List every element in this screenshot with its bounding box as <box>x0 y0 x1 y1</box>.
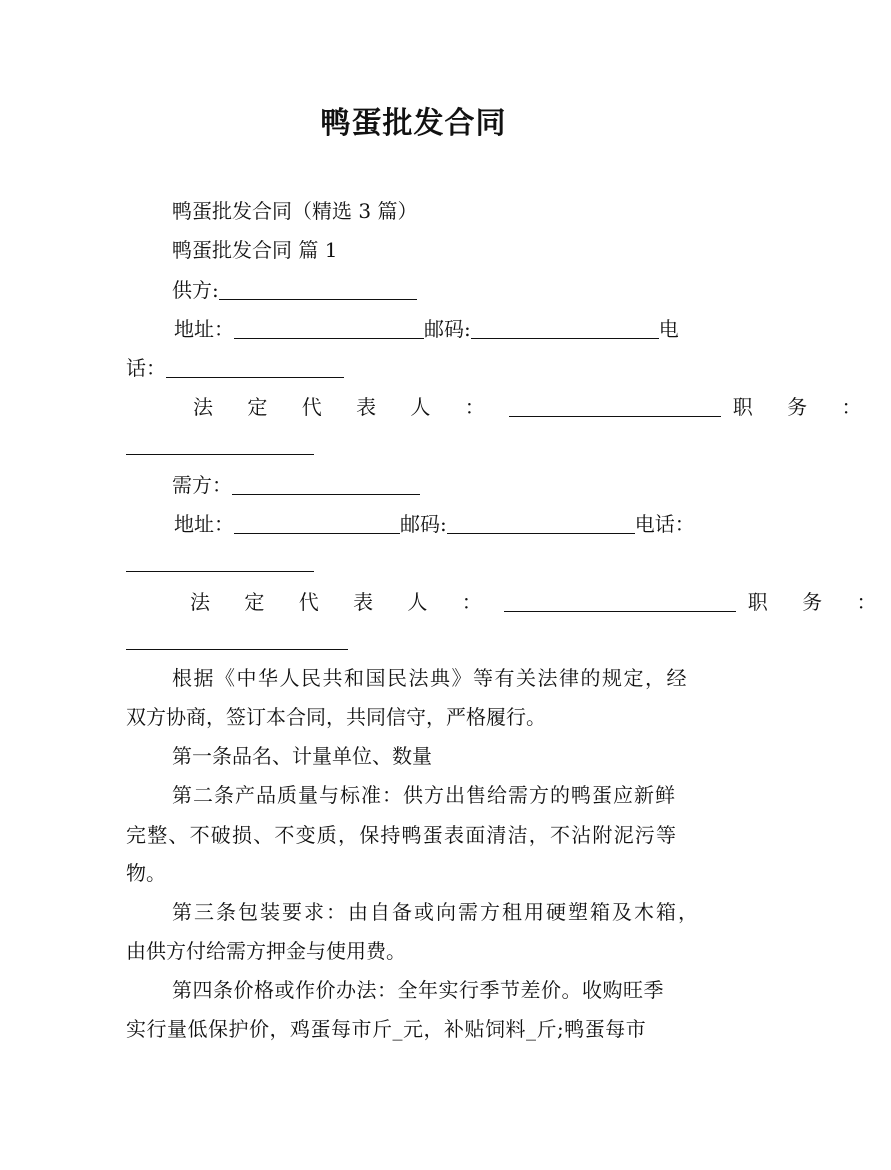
supplier-address-line <box>174 316 679 342</box>
buyer-tel-label: 电话： <box>634 512 695 536</box>
supplier-rep-label: 法 定 代 表 人 ： <box>193 395 499 419</box>
article-4-line: 第四条价格或作价办法：全年实行季节差价。收购旺季 <box>172 978 664 1002</box>
buyer-address-line <box>174 511 695 537</box>
buyer-line <box>172 472 420 498</box>
supplier-title-blank <box>126 434 314 455</box>
subtitle-line: 鸭蛋批发合同（精选 3 篇） <box>172 199 418 223</box>
article-3-line: 由供方付给需方押金与使用费。 <box>126 939 406 963</box>
buyer-tel-blank <box>126 551 314 572</box>
article-2-line: 物。 <box>126 861 166 885</box>
buyer-title-label: 职 务 ： <box>747 590 891 614</box>
section-heading: 鸭蛋批发合同 篇 1 <box>172 238 338 262</box>
supplier-address-label: 地址： <box>174 317 234 341</box>
supplier-tel-label-b: 话： <box>126 356 166 380</box>
supplier-title-label: 职 务 ： <box>732 395 876 419</box>
supplier-title-blank-line <box>126 432 314 458</box>
buyer-title-blank <box>126 629 348 650</box>
buyer-rep-label: 法 定 代 表 人 ： <box>190 590 496 614</box>
article-2-line: 第二条产品质量与标准：供方出售给需方的鸭蛋应新鲜 <box>172 783 676 807</box>
buyer-blank <box>232 474 420 495</box>
supplier-address-blank <box>234 318 424 339</box>
buyer-address-label: 地址： <box>174 512 234 536</box>
supplier-tel-label-a: 电 <box>658 317 679 341</box>
buyer-title-blank-line <box>126 627 348 653</box>
supplier-tel-line <box>126 355 344 381</box>
buyer-tel-blank-line <box>126 549 314 575</box>
article-2-line: 完整、不破损、不变质，保持鸭蛋表面清洁，不沾附泥污等 <box>126 823 678 847</box>
buyer-zip-blank <box>447 513 635 534</box>
buyer-address-blank <box>234 513 400 534</box>
article-3-line: 第三条包装要求：由自备或向需方租用硬塑箱及木箱， <box>172 900 700 924</box>
buyer-rep-blank <box>504 591 736 612</box>
article-4-line: 实行量低保护价，鸡蛋每市斤_元，补贴饲料_斤;鸭蛋每市 <box>126 1017 647 1041</box>
supplier-line <box>172 277 417 303</box>
paragraph-line: 根据《中华人民共和国民法典》等有关法律的规定，经 <box>172 666 688 690</box>
supplier-label: 供方: <box>172 278 219 302</box>
supplier-zip-label: 邮码: <box>424 317 471 341</box>
supplier-tel-blank <box>166 357 344 378</box>
buyer-rep-line <box>190 589 891 615</box>
document-title: 鸭蛋批发合同 <box>320 106 507 141</box>
supplier-blank <box>219 279 417 300</box>
paragraph-line: 双方协商，签订本合同，共同信守，严格履行。 <box>126 705 546 729</box>
article-1: 第一条品名、计量单位、数量 <box>172 744 432 768</box>
supplier-zip-blank <box>471 318 659 339</box>
supplier-rep-line <box>193 394 876 420</box>
buyer-zip-label: 邮码: <box>400 512 447 536</box>
buyer-label: 需方： <box>172 473 232 497</box>
supplier-rep-blank <box>509 396 721 417</box>
